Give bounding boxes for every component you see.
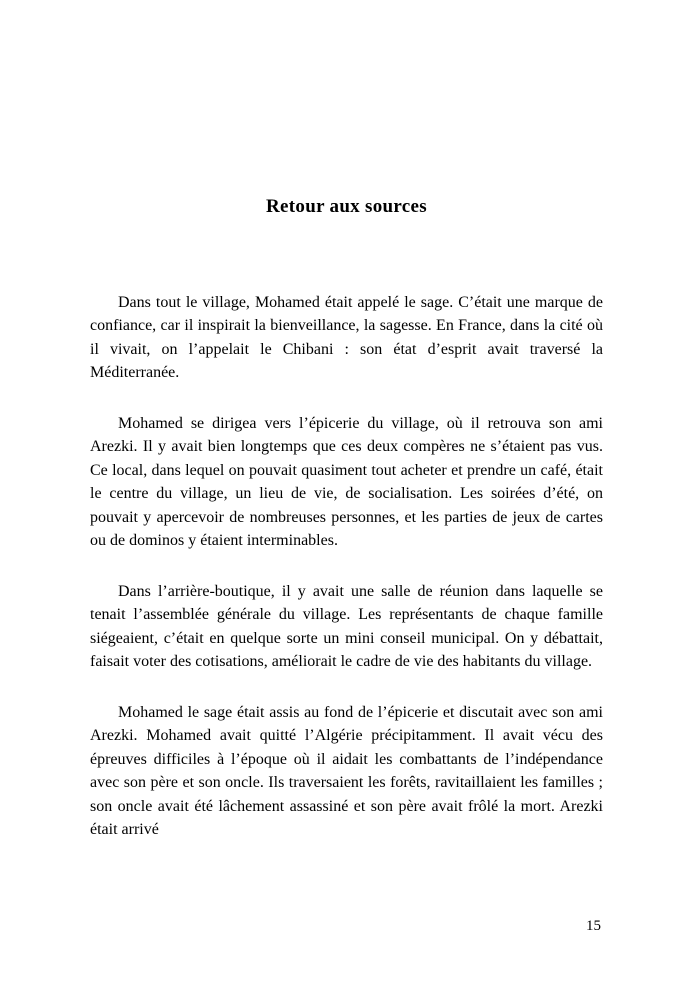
chapter-title: Retour aux sources (266, 196, 427, 217)
paragraph: Dans l’arrière-boutique, il y avait une salle de réunion dans laquelle se tenait l’assemblée générale du village. Les représentants de chaque famille siégeaient, c’était en quelque sorte un mini conseil municipal. On y débattait, faisait voter des cotisations, améliorait le cadre de vie des habitants du village. (90, 582, 603, 671)
paragraph: Mohamed se dirigea vers l’épicerie du village, où il retrouva son ami Arezki. Il y avait bien longtemps que ces deux compères ne s’étaient pas vus. Ce local, dans lequel on pouvait quasiment tout acheter et prendre un café, était le centre du village, un lieu de vie, de socialisation. Les soirées d’été, on pouvait y apercevoir de nombreuses personnes, et les parties de jeux de cartes ou de dominos y étaient interminables. (90, 414, 603, 550)
paragraph: Dans tout le village, Mohamed était appelé le sage. C’était une marque de confiance, car il inspirait la bienveillance, la sagesse. En France, dans la cité où il vivait, on l’appelait le Chibani : son état d’esprit avait traversé la Méditerranée. (90, 293, 603, 382)
body-text (90, 291, 603, 842)
page-number: 15 (586, 918, 601, 934)
paragraph: Mohamed le sage était assis au fond de l’épicerie et discutait avec son ami Arezki. Mohamed avait quitté l’Algérie précipitamment. Il avait vécu des épreuves difficiles à l’époque où il aidait les combattants de l’indépendance avec son père et son oncle. Ils traversaient les forêts, ravitaillaient les familles ; son oncle avait été lâchement assassiné et son père avait frôlé la mort. Arezki était arrivé (90, 703, 603, 839)
